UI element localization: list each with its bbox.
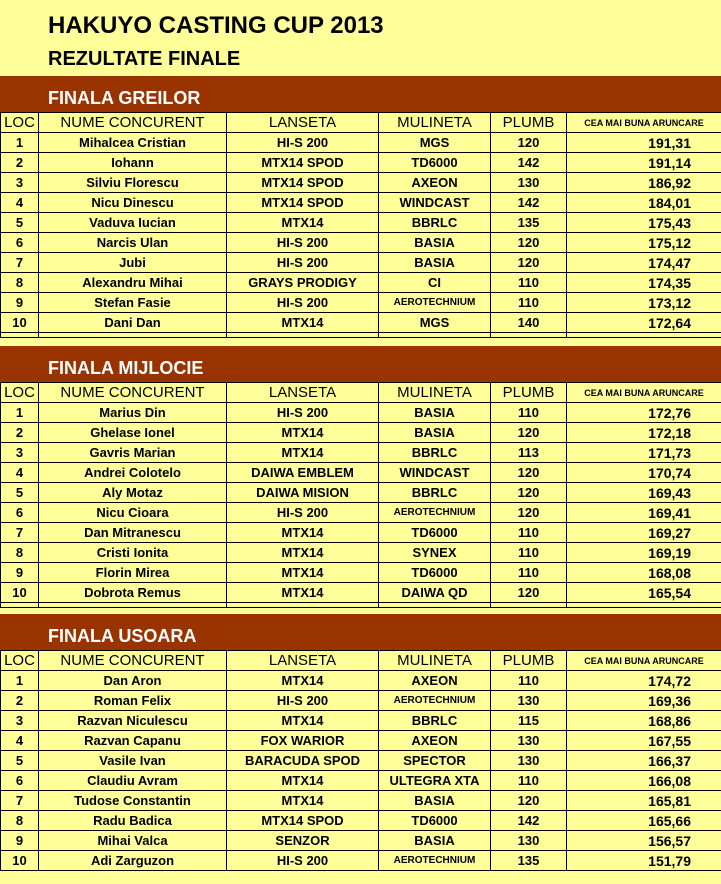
column-header: MULINETA (379, 113, 491, 133)
cell-nume: Mihai Valca (39, 831, 227, 851)
cell-loc: 6 (1, 771, 39, 791)
cell-lanseta: MTX14 (227, 543, 379, 563)
cell-plumb: 120 (491, 791, 567, 811)
table-row (1, 233, 721, 253)
table-row (1, 731, 721, 751)
cell-loc: 2 (1, 153, 39, 173)
cell-nume: Claudiu Avram (39, 771, 227, 791)
cell-lanseta: HI-S 200 (227, 253, 379, 273)
cell-lanseta: MTX14 (227, 671, 379, 691)
cell-plumb: 115 (491, 711, 567, 731)
cell-plumb: 110 (491, 563, 567, 583)
cell-aruncare: 191,14 (567, 153, 721, 173)
cell-loc: 2 (1, 691, 39, 711)
cell-plumb: 110 (491, 771, 567, 791)
cell-mulineta: BASIA (379, 831, 491, 851)
header-row (1, 383, 721, 403)
table-row (1, 771, 721, 791)
spacer-row (1, 333, 721, 338)
section-title: FINALA GREILOR (48, 88, 201, 108)
cell-nume: Andrei Colotelo (39, 463, 227, 483)
column-header: PLUMB (491, 651, 567, 671)
section-2 (0, 346, 721, 608)
cell-loc: 10 (1, 583, 39, 603)
cell-plumb: 130 (491, 173, 567, 193)
cell-plumb: 135 (491, 851, 567, 871)
spacer-cell (567, 333, 721, 338)
cell-aruncare: 186,92 (567, 173, 721, 193)
cell-plumb: 120 (491, 483, 567, 503)
cell-nume: Ghelase Ionel (39, 423, 227, 443)
cell-aruncare: 174,47 (567, 253, 721, 273)
table-row (1, 483, 721, 503)
results-table (0, 112, 721, 338)
cell-aruncare: 169,27 (567, 523, 721, 543)
cell-lanseta: BARACUDA SPOD (227, 751, 379, 771)
table-row (1, 691, 721, 711)
column-header: NUME CONCURENT (39, 651, 227, 671)
cell-mulineta: BBRLC (379, 483, 491, 503)
cell-mulineta: TD6000 (379, 523, 491, 543)
cell-aruncare: 174,72 (567, 671, 721, 691)
section-1 (0, 76, 721, 338)
column-header: CEA MAI BUNA ARUNCARE (567, 383, 721, 403)
cell-plumb: 130 (491, 751, 567, 771)
cell-lanseta: MTX14 (227, 523, 379, 543)
cell-aruncare: 165,66 (567, 811, 721, 831)
spacer-cell (1, 603, 39, 608)
cell-loc: 4 (1, 731, 39, 751)
cell-nume: Adi Zarguzon (39, 851, 227, 871)
cell-mulineta: SPECTOR (379, 751, 491, 771)
table-row (1, 811, 721, 831)
spacer-cell (39, 333, 227, 338)
cell-loc: 7 (1, 253, 39, 273)
cell-aruncare: 165,54 (567, 583, 721, 603)
cell-plumb: 142 (491, 193, 567, 213)
cell-nume: Razvan Niculescu (39, 711, 227, 731)
cell-aruncare: 169,41 (567, 503, 721, 523)
cell-nume: Vaduva Iucian (39, 213, 227, 233)
cell-lanseta: GRAYS PRODIGY (227, 273, 379, 293)
table-row (1, 543, 721, 563)
cell-plumb: 142 (491, 153, 567, 173)
column-header: CEA MAI BUNA ARUNCARE (567, 113, 721, 133)
spacer-cell (491, 603, 567, 608)
section-header (0, 614, 721, 650)
cell-loc: 10 (1, 313, 39, 333)
cell-plumb: 120 (491, 133, 567, 153)
cell-nume: Dani Dan (39, 313, 227, 333)
cell-loc: 3 (1, 711, 39, 731)
page-subtitle: REZULTATE FINALE (48, 48, 241, 70)
cell-loc: 9 (1, 293, 39, 313)
column-header: NUME CONCURENT (39, 383, 227, 403)
cell-aruncare: 165,81 (567, 791, 721, 811)
cell-lanseta: DAIWA EMBLEM (227, 463, 379, 483)
table-row (1, 293, 721, 313)
cell-loc: 1 (1, 403, 39, 423)
cell-aruncare: 168,86 (567, 711, 721, 731)
cell-plumb: 120 (491, 463, 567, 483)
cell-mulineta: SYNEX (379, 543, 491, 563)
cell-plumb: 110 (491, 293, 567, 313)
cell-nume: Silviu Florescu (39, 173, 227, 193)
cell-nume: Gavris Marian (39, 443, 227, 463)
cell-mulineta: BBRLC (379, 213, 491, 233)
cell-lanseta: MTX14 (227, 583, 379, 603)
spacer-cell (491, 333, 567, 338)
cell-lanseta: MTX14 (227, 771, 379, 791)
column-header: LOC (1, 651, 39, 671)
cell-mulineta: BBRLC (379, 711, 491, 731)
cell-lanseta: MTX14 (227, 791, 379, 811)
cell-loc: 7 (1, 791, 39, 811)
cell-nume: Aly Motaz (39, 483, 227, 503)
cell-aruncare: 151,79 (567, 851, 721, 871)
cell-nume: Marius Din (39, 403, 227, 423)
cell-lanseta: MTX14 SPOD (227, 811, 379, 831)
section-title: FINALA MIJLOCIE (48, 358, 204, 378)
cell-mulineta: BASIA (379, 791, 491, 811)
header-row (1, 651, 721, 671)
table-row (1, 423, 721, 443)
cell-nume: Mihalcea Cristian (39, 133, 227, 153)
table-row (1, 253, 721, 273)
cell-loc: 7 (1, 523, 39, 543)
cell-loc: 9 (1, 831, 39, 851)
results-table (0, 382, 721, 608)
cell-mulineta: ULTEGRA XTA (379, 771, 491, 791)
section-3 (0, 614, 721, 871)
cell-nume: Stefan Fasie (39, 293, 227, 313)
cell-plumb: 110 (491, 403, 567, 423)
cell-nume: Dan Mitranescu (39, 523, 227, 543)
spacer-cell (1, 333, 39, 338)
cell-mulineta: BBRLC (379, 443, 491, 463)
cell-loc: 8 (1, 543, 39, 563)
cell-aruncare: 184,01 (567, 193, 721, 213)
cell-nume: Radu Badica (39, 811, 227, 831)
cell-loc: 1 (1, 133, 39, 153)
cell-lanseta: MTX14 (227, 563, 379, 583)
cell-plumb: 140 (491, 313, 567, 333)
column-header: CEA MAI BUNA ARUNCARE (567, 651, 721, 671)
cell-plumb: 130 (491, 691, 567, 711)
cell-loc: 3 (1, 443, 39, 463)
table-row (1, 851, 721, 871)
cell-loc: 10 (1, 851, 39, 871)
table-row (1, 133, 721, 153)
cell-aruncare: 175,12 (567, 233, 721, 253)
cell-mulineta: BASIA (379, 253, 491, 273)
cell-aruncare: 170,74 (567, 463, 721, 483)
section-header (0, 346, 721, 382)
cell-aruncare: 172,64 (567, 313, 721, 333)
table-row (1, 153, 721, 173)
cell-aruncare: 175,43 (567, 213, 721, 233)
cell-nume: Razvan Capanu (39, 731, 227, 751)
cell-aruncare: 168,08 (567, 563, 721, 583)
cell-plumb: 110 (491, 543, 567, 563)
column-header: LOC (1, 113, 39, 133)
cell-lanseta: HI-S 200 (227, 691, 379, 711)
cell-lanseta: MTX14 (227, 313, 379, 333)
cell-plumb: 113 (491, 443, 567, 463)
cell-aruncare: 169,19 (567, 543, 721, 563)
cell-plumb: 120 (491, 233, 567, 253)
cell-mulineta: CI (379, 273, 491, 293)
cell-mulineta: TD6000 (379, 811, 491, 831)
cell-lanseta: MTX14 SPOD (227, 153, 379, 173)
cell-loc: 4 (1, 193, 39, 213)
cell-aruncare: 167,55 (567, 731, 721, 751)
spacer-cell (39, 603, 227, 608)
table-row (1, 671, 721, 691)
column-header: MULINETA (379, 383, 491, 403)
table-row (1, 173, 721, 193)
table-row (1, 403, 721, 423)
cell-plumb: 120 (491, 253, 567, 273)
column-header: LANSETA (227, 651, 379, 671)
cell-plumb: 110 (491, 273, 567, 293)
cell-mulineta: AEROTECHNIUM (379, 851, 491, 871)
cell-loc: 4 (1, 463, 39, 483)
cell-nume: Jubi (39, 253, 227, 273)
cell-mulineta: BASIA (379, 403, 491, 423)
cell-aruncare: 166,37 (567, 751, 721, 771)
cell-lanseta: MTX14 (227, 711, 379, 731)
cell-nume: Narcis Ulan (39, 233, 227, 253)
column-header: PLUMB (491, 113, 567, 133)
cell-aruncare: 169,36 (567, 691, 721, 711)
cell-plumb: 120 (491, 503, 567, 523)
cell-lanseta: MTX14 (227, 423, 379, 443)
cell-mulineta: AXEON (379, 173, 491, 193)
cell-loc: 3 (1, 173, 39, 193)
cell-plumb: 120 (491, 583, 567, 603)
header-row (1, 113, 721, 133)
table-row (1, 503, 721, 523)
cell-loc: 5 (1, 751, 39, 771)
cell-plumb: 120 (491, 423, 567, 443)
cell-aruncare: 172,18 (567, 423, 721, 443)
section-header (0, 76, 721, 112)
column-header: NUME CONCURENT (39, 113, 227, 133)
cell-loc: 9 (1, 563, 39, 583)
cell-lanseta: SENZOR (227, 831, 379, 851)
table-row (1, 443, 721, 463)
cell-loc: 2 (1, 423, 39, 443)
cell-loc: 8 (1, 273, 39, 293)
cell-mulineta: WINDCAST (379, 463, 491, 483)
cell-mulineta: DAIWA QD (379, 583, 491, 603)
cell-nume: Alexandru Mihai (39, 273, 227, 293)
cell-mulineta: MGS (379, 313, 491, 333)
cell-nume: Roman Felix (39, 691, 227, 711)
spacer-cell (567, 603, 721, 608)
cell-nume: Florin Mirea (39, 563, 227, 583)
column-header: LOC (1, 383, 39, 403)
table-row (1, 463, 721, 483)
cell-lanseta: HI-S 200 (227, 403, 379, 423)
cell-nume: Cristi Ionita (39, 543, 227, 563)
cell-plumb: 135 (491, 213, 567, 233)
cell-lanseta: DAIWA MISION (227, 483, 379, 503)
cell-nume: Vasile Ivan (39, 751, 227, 771)
cell-lanseta: MTX14 SPOD (227, 173, 379, 193)
column-header: LANSETA (227, 113, 379, 133)
table-row (1, 711, 721, 731)
cell-mulineta: AEROTECHNIUM (379, 503, 491, 523)
cell-mulineta: AEROTECHNIUM (379, 293, 491, 313)
cell-lanseta: HI-S 200 (227, 851, 379, 871)
cell-mulineta: AXEON (379, 671, 491, 691)
cell-plumb: 110 (491, 523, 567, 543)
cell-aruncare: 169,43 (567, 483, 721, 503)
table-row (1, 563, 721, 583)
cell-aruncare: 166,08 (567, 771, 721, 791)
cell-lanseta: HI-S 200 (227, 233, 379, 253)
cell-aruncare: 171,73 (567, 443, 721, 463)
cell-lanseta: FOX WARIOR (227, 731, 379, 751)
cell-mulineta: BASIA (379, 423, 491, 443)
cell-lanseta: HI-S 200 (227, 293, 379, 313)
spacer-cell (379, 603, 491, 608)
column-header: MULINETA (379, 651, 491, 671)
section-title: FINALA USOARA (48, 626, 197, 646)
table-row (1, 523, 721, 543)
column-header: LANSETA (227, 383, 379, 403)
table-row (1, 313, 721, 333)
cell-plumb: 142 (491, 811, 567, 831)
cell-mulineta: AEROTECHNIUM (379, 691, 491, 711)
cell-mulineta: WINDCAST (379, 193, 491, 213)
spacer-cell (227, 603, 379, 608)
cell-loc: 5 (1, 213, 39, 233)
table-row (1, 273, 721, 293)
cell-lanseta: MTX14 (227, 443, 379, 463)
cell-lanseta: MTX14 SPOD (227, 193, 379, 213)
table-row (1, 791, 721, 811)
cell-aruncare: 156,57 (567, 831, 721, 851)
cell-loc: 8 (1, 811, 39, 831)
table-row (1, 213, 721, 233)
cell-lanseta: HI-S 200 (227, 133, 379, 153)
cell-plumb: 130 (491, 731, 567, 751)
cell-mulineta: MGS (379, 133, 491, 153)
cell-aruncare: 174,35 (567, 273, 721, 293)
cell-loc: 6 (1, 503, 39, 523)
cell-nume: Dobrota Remus (39, 583, 227, 603)
cell-loc: 5 (1, 483, 39, 503)
cell-lanseta: MTX14 (227, 213, 379, 233)
cell-nume: Nicu Cioara (39, 503, 227, 523)
cell-nume: Tudose Constantin (39, 791, 227, 811)
cell-mulineta: TD6000 (379, 153, 491, 173)
table-row (1, 831, 721, 851)
cell-loc: 1 (1, 671, 39, 691)
cell-mulineta: BASIA (379, 233, 491, 253)
cell-plumb: 130 (491, 831, 567, 851)
cell-aruncare: 191,31 (567, 133, 721, 153)
spacer-cell (379, 333, 491, 338)
spacer-row (1, 603, 721, 608)
cell-aruncare: 173,12 (567, 293, 721, 313)
cell-loc: 6 (1, 233, 39, 253)
cell-mulineta: TD6000 (379, 563, 491, 583)
table-row (1, 583, 721, 603)
cell-nume: Dan Aron (39, 671, 227, 691)
cell-nume: Iohann (39, 153, 227, 173)
results-table (0, 650, 721, 871)
page-title: HAKUYO CASTING CUP 2013 (48, 12, 384, 39)
column-header: PLUMB (491, 383, 567, 403)
cell-nume: Nicu Dinescu (39, 193, 227, 213)
table-row (1, 193, 721, 213)
table-row (1, 751, 721, 771)
cell-plumb: 110 (491, 671, 567, 691)
cell-mulineta: AXEON (379, 731, 491, 751)
spacer-cell (227, 333, 379, 338)
cell-lanseta: HI-S 200 (227, 503, 379, 523)
cell-aruncare: 172,76 (567, 403, 721, 423)
